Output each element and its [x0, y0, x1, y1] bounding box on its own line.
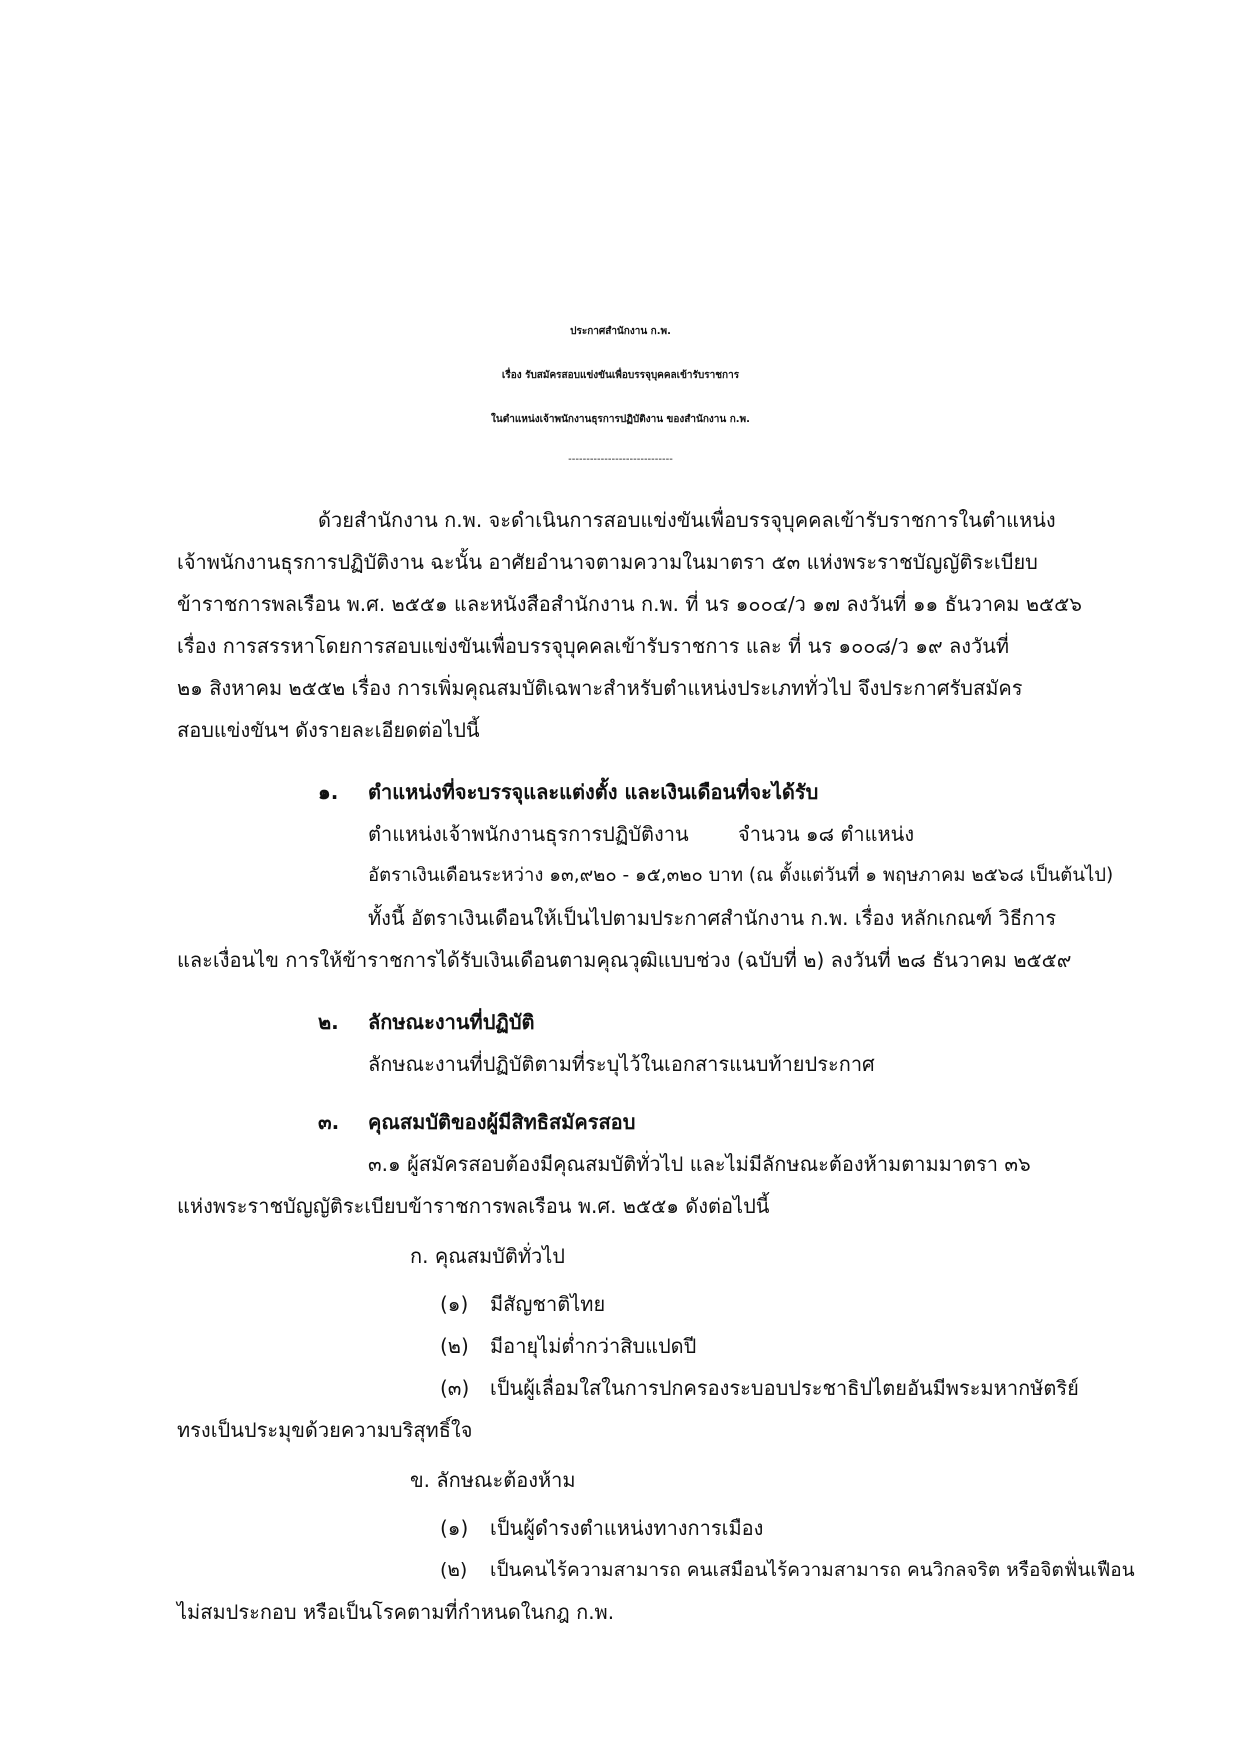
announcement-subject: เรื่อง รับสมัครสอบแข่งขันเพื่อบรรจุบุคคลเข้ารับราชการ: [501, 370, 740, 381]
intro-line-6: สอบแข่งขันฯ ดังรายละเอียดต่อไปนี้: [177, 718, 480, 742]
general-item-3-number: (๓): [440, 1376, 470, 1400]
section-3-number: ๓.: [318, 1110, 340, 1134]
intro-line-4: เรื่อง การสรรหาโดยการสอบแข่งขันเพื่อบรรจุบุคคลเข้ารับราชการ และ ที่ นร ๑๐๐๘/ว ๑๙ ลงวันที่: [177, 634, 1010, 658]
prohibited-item-1-number: (๑): [440, 1516, 469, 1540]
position-name: ตำแหน่งเจ้าพนักงานธุรการปฏิบัติงาน: [368, 822, 689, 846]
section-3-title: คุณสมบัติของผู้มีสิทธิสมัครสอบ: [368, 1110, 636, 1134]
prohibited-item-1-text: เป็นผู้ดำรงตำแหน่งทางการเมือง: [490, 1516, 764, 1540]
general-item-3-text: เป็นผู้เลื่อมใสในการปกครองระบอบประชาธิปไตยอันมีพระมหากษัตริย์: [490, 1376, 1079, 1400]
intro-line-5: ๒๑ สิงหาคม ๒๕๕๒ เรื่อง การเพิ่มคุณสมบัติเฉพาะสำหรับตำแหน่งประเภททั่วไป จึงประกาศรับสมัคร: [177, 676, 1023, 700]
announcement-title: ประกาศสำนักงาน ก.พ.: [570, 326, 671, 337]
intro-line-1: ด้วยสำนักงาน ก.พ. จะดำเนินการสอบแข่งขันเพื่อบรรจุบุคคลเข้ารับราชการในตำแหน่ง: [318, 508, 1056, 532]
section-2-heading: [318, 1008, 535, 1036]
general-item-3-continuation: ทรงเป็นประมุขด้วยความบริสุทธิ์ใจ: [177, 1418, 473, 1442]
position-count: จำนวน ๑๘ ตำแหน่ง: [738, 822, 915, 846]
general-item-2-number: (๒): [440, 1334, 469, 1358]
section-1-number: ๑.: [318, 780, 339, 804]
qualification-3-1-line-1: ๓.๑ ผู้สมัครสอบต้องมีคุณสมบัติทั่วไป และไม่มีลักษณะต้องห้ามตามมาตรา ๓๖: [368, 1152, 1031, 1176]
prohibited-item-1: [440, 1514, 763, 1542]
salary-note-line-2: และเงื่อนไข การให้ข้าราชการได้รับเงินเดือนตามคุณวุฒิแบบช่วง (ฉบับที่ ๒) ลงวันที่ ๒๘ ธันวาคม ๒๕๕๙: [177, 948, 1072, 972]
section-1-title: ตำแหน่งที่จะบรรจุและแต่งตั้ง และเงินเดือนที่จะได้รับ: [368, 780, 819, 804]
general-qualifications-heading: ก. คุณสมบัติทั่วไป: [410, 1244, 565, 1268]
general-item-1: [440, 1290, 605, 1318]
prohibited-item-2-number: (๒): [440, 1559, 468, 1581]
prohibited-heading: ข. ลักษณะต้องห้าม: [410, 1468, 576, 1492]
section-2-number: ๒.: [318, 1010, 339, 1034]
salary-note-line-1: ทั้งนี้ อัตราเงินเดือนให้เป็นไปตามประกาศสำนักงาน ก.พ. เรื่อง หลักเกณฑ์ วิธีการ: [368, 906, 1057, 930]
general-item-3: [440, 1374, 1079, 1402]
general-item-2-text: มีอายุไม่ต่ำกว่าสิบแปดปี: [490, 1334, 697, 1358]
general-item-2: [440, 1332, 696, 1360]
general-item-1-text: มีสัญชาติไทย: [490, 1292, 606, 1316]
section-3-heading: [318, 1108, 635, 1136]
announcement-position: ในตำแหน่งเจ้าพนักงานธุรการปฏิบัติงาน ของสำนักงาน ก.พ.: [491, 414, 750, 425]
intro-line-2: เจ้าพนักงานธุรการปฏิบัติงาน ฉะนั้น อาศัยอำนาจตามความในมาตรา ๕๓ แห่งพระราชบัญญัติระเบียบ: [177, 550, 1038, 574]
section-2-body: ลักษณะงานที่ปฏิบัติตามที่ระบุไว้ในเอกสารแนบท้ายประกาศ: [368, 1052, 875, 1076]
header-separator: -----------------------------: [568, 454, 673, 465]
position-row: [368, 820, 988, 848]
prohibited-item-2: [440, 1556, 1135, 1584]
salary-range: อัตราเงินเดือนระหว่าง ๑๓,๙๒๐ - ๑๕,๓๒๐ บาท (ณ ตั้งแต่วันที่ ๑ พฤษภาคม ๒๕๖๘ เป็นต้นไป): [368, 865, 1114, 886]
prohibited-item-2-continuation: ไม่สมประกอบ หรือเป็นโรคตามที่กำหนดในกฎ ก.พ.: [177, 1600, 615, 1624]
qualification-3-1-line-2: แห่งพระราชบัญญัติระเบียบข้าราชการพลเรือน พ.ศ. ๒๕๕๑ ดังต่อไปนี้: [177, 1194, 770, 1218]
section-1-heading: [318, 778, 818, 806]
prohibited-item-2-text: เป็นคนไร้ความสามารถ คนเสมือนไร้ความสามารถ คนวิกลจริต หรือจิตฟั่นเฟือน: [490, 1559, 1135, 1581]
section-2-title: ลักษณะงานที่ปฏิบัติ: [368, 1010, 535, 1034]
intro-line-3: ข้าราชการพลเรือน พ.ศ. ๒๕๕๑ และหนังสือสำนักงาน ก.พ. ที่ นร ๑๐๐๔/ว ๑๗ ลงวันที่ ๑๑ ธันวาคม ๒๕๕๖: [177, 592, 1082, 616]
general-item-1-number: (๑): [440, 1292, 469, 1316]
